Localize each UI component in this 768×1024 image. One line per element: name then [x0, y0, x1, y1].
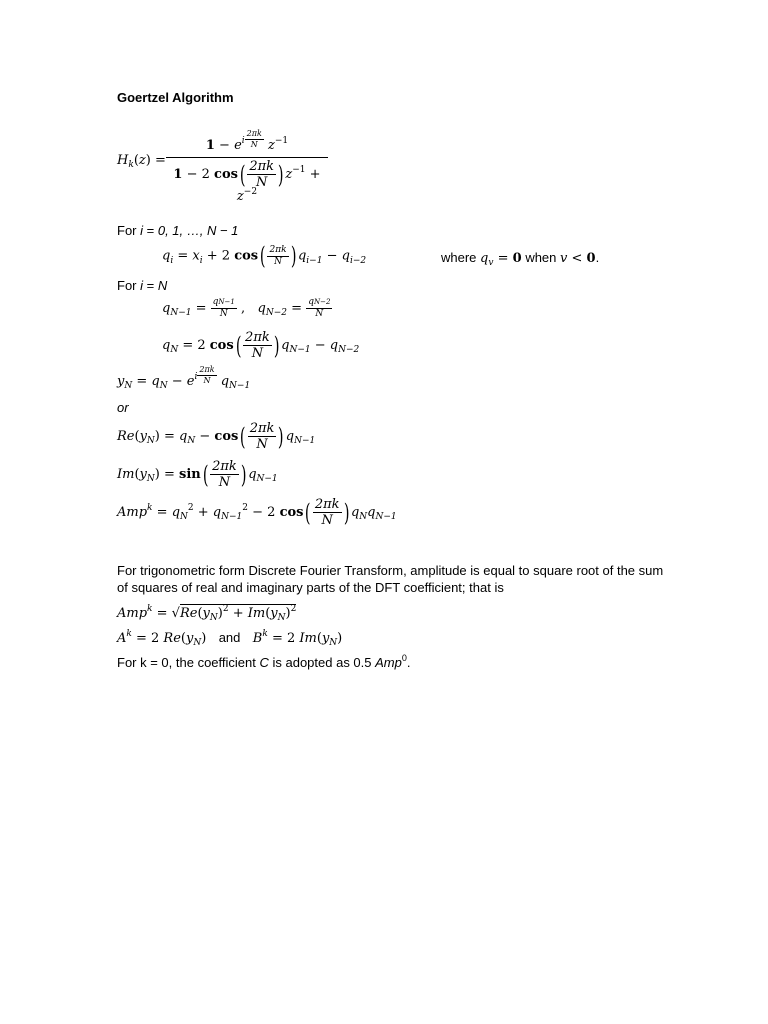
eq-qN: $q_N = 2$ cos( $\frac{2\pi k}{N}$ ) $q_{N-1} - q_{N-2}$	[162, 330, 360, 361]
eq-qN-init: $q_{N-1}$ = $\frac{qN-1}{N}$ , $q_{N-2}$ = $\frac{qN-2}{N}$	[162, 297, 331, 319]
eq-im-yN: $Im(y_N) = \sin$( $\frac{2\pi k}{N}$ ) $q_{N-1}$	[117, 459, 278, 490]
final-line: For k = 0, the coefficient C is adopted as 0.5 Amp$^0$.	[117, 653, 411, 670]
eq-ak-bk: $A^k = 2$ $Re(y_N)$ and $B^k = 2$ $Im(y_N)$	[117, 629, 343, 648]
hk-numerator: $1 - e^i$ $\frac{2\pi k}{N}$ $z^{-1}$	[205, 129, 289, 153]
eq-re-yN: $Re(y_N) = q_N - \cos$( $\frac{2\pi k}{N}$ ) $q_{N-1}$	[117, 421, 316, 452]
where-condition: where $q_v = 0$ when v < 0.	[441, 250, 600, 268]
eq-amp-k: $Amp^k = q_N^2 + q_{N-1}^2 - 2$ cos( $\frac{2\pi k}{N}$ ) $q_Nq_{N-1}$	[117, 497, 397, 528]
label-for-range: For i = 0, 1, …, N − 1	[117, 223, 239, 238]
document-title: Goertzel Algorithm	[117, 90, 234, 105]
eq-yN: $y_N = q_N - e^i$ $\frac{2\pi k}{N}$ $q_{N-1}$	[117, 365, 251, 391]
label-or: or	[117, 400, 129, 415]
label-for-N: For i = N	[117, 278, 168, 293]
hk-lhs: $H_k(z)$ =	[117, 153, 166, 170]
eq-amp-sqrt: $Amp^k = √Re(y_N)^2 + Im(y_N)^2$	[117, 604, 297, 623]
hk-denominator: 1 − 2 cos( $\frac{2\pi k}{N}$ ) $z^{-1} + z^{-2}$	[173, 159, 321, 204]
hk-fraction	[166, 129, 328, 204]
eq-qi: $q_i = x_i + 2$ cos( $\frac{2\pi k}{N}$ ) $q_{i-1} - q_{i-2}$	[162, 242, 367, 270]
dft-paragraph: For trigonometric form Discrete Fourier Transform, amplitude is equal to square root of the sum of squares of real and imaginary parts of the DFT coefficient; that is	[117, 563, 664, 595]
